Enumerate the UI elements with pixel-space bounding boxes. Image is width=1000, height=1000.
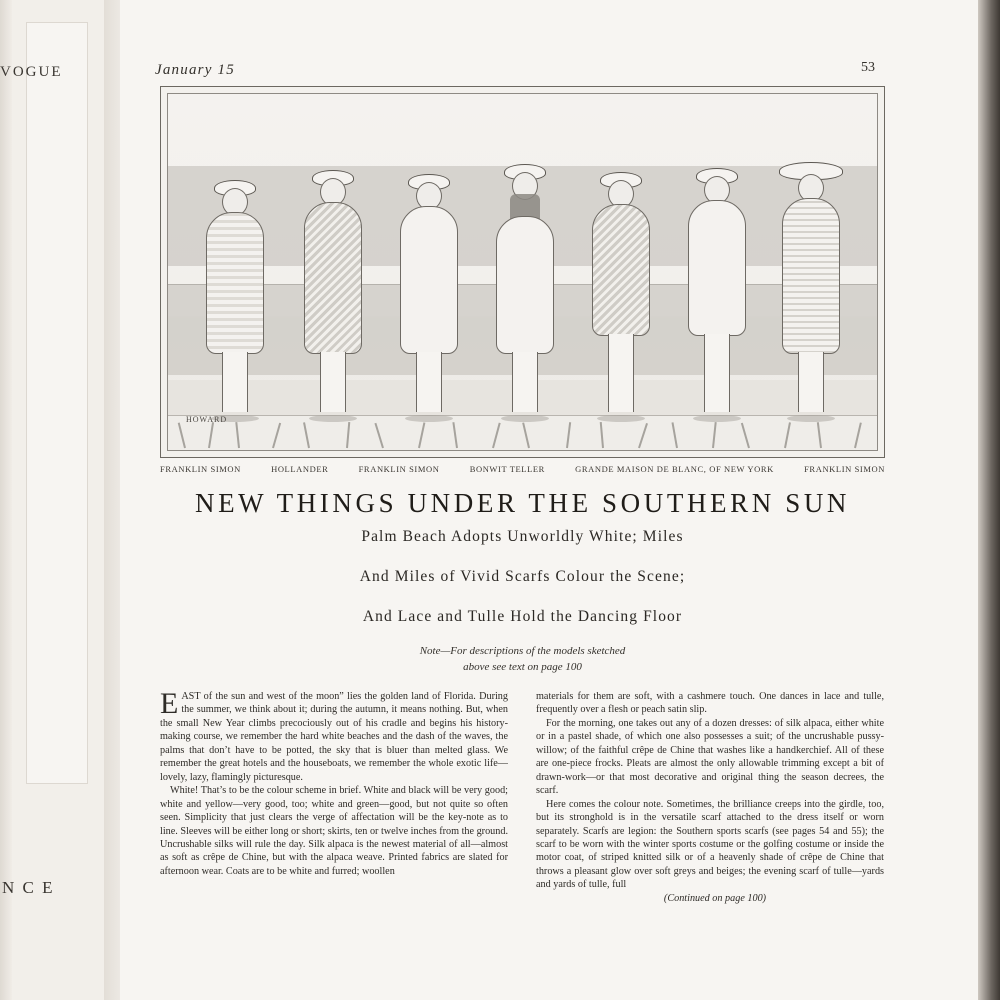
- editor-note-line-1: Note—For descriptions of the models sketched: [419, 645, 626, 657]
- figure-legs: [608, 334, 634, 412]
- paragraph-text: Here comes the colour note. Sometimes, the brilliance creeps into the girdle, too, but its stronghold is in the versatile scarf attached to the dress itself or worn separately. Scarfs are legion: the Southern sports scarfs (see pages 54 and 55); the scarf to be worn with the winter sports costume or the golfing costume or inside the motor coat, of striped knitted silk or of a heavenly shade of crêpe de Chine that throws a pleasant glow over soft greys and beiges; the evening scarf of tulle—yards and yards of tulle, full: [536, 798, 884, 891]
- artist-signature: HOWARD: [186, 415, 228, 424]
- article-headline: NEW THINGS UNDER THE SOUTHERN SUN: [194, 488, 851, 518]
- figure-legs: [512, 352, 538, 412]
- figure-legs: [798, 352, 824, 412]
- figure-shadow: [501, 415, 549, 422]
- scan-left-edge: [0, 0, 12, 1000]
- figure-legs: [416, 352, 442, 412]
- illustration-credits: [160, 464, 885, 474]
- article-column-right: [536, 690, 884, 905]
- article-deck-line-2: And Miles of Vivid Scarfs Colour the Scene;: [359, 568, 686, 585]
- article-column-left: [160, 687, 508, 905]
- article-deck-line-1: Palm Beach Adopts Unworldly White; Miles: [361, 528, 684, 545]
- figure-coat: [688, 200, 746, 336]
- figure-legs: [320, 352, 346, 412]
- illustration-inner-frame: [167, 93, 878, 451]
- figure-fur-coat: [304, 202, 362, 354]
- figure-shadow: [309, 415, 357, 422]
- credit-item: BONWIT TELLER: [469, 464, 545, 474]
- figure-fur-coat: [592, 204, 650, 336]
- facing-page-bottom-text: N C E: [2, 878, 55, 897]
- paragraph: [536, 717, 884, 798]
- paragraph: [536, 690, 884, 717]
- running-head-date: January 15: [155, 62, 235, 78]
- credit-item: FRANKLIN SIMON: [160, 464, 241, 474]
- figure-coat: [400, 206, 458, 354]
- editor-note-line-2: above see text on page 100: [463, 660, 582, 673]
- credit-item: FRANKLIN SIMON: [804, 464, 885, 474]
- editor-note: [160, 644, 885, 676]
- paragraph-text: AST of the sun and west of the moon” lies the golden land of Florida. During the summer, we think about it; during the autumn, it means nothing. But, when the small New Year climbs precociously out of his cradle and begins his history-making course, we remember the hard white beaches and the dash of the waves, the palms that don’t have to be potted, the sky that is bluer than melted glass. We remember the great hotels and the houseboats, we remember the whole exotic life—lovely, lazy, flamingly picturesque.: [160, 691, 508, 783]
- paragraph: [160, 784, 508, 878]
- facing-page-masthead: VOGUE: [0, 64, 63, 80]
- scan-right-edge: [978, 0, 1000, 1000]
- figure-coat: [206, 212, 264, 354]
- paragraph-text: materials for them are soft, with a cashmere touch. One dances in lace and tulle, frequently over a flesh or peach satin slip.: [536, 691, 884, 716]
- paragraph-text: For the morning, one takes out any of a dozen dresses: of silk alpaca, either white or in a pastel shade, of which one also possesses a suit; of the uncrushable pussy-willow; of the faithful crêpe de Chine that washes like a handkerchief. All of these are one-piece frocks. Pleats are almost the only allowable trimming except a bit of drawn-work—or that most decorative and original thing the season decrees, the scarf.: [536, 717, 884, 797]
- page-number: 53: [861, 60, 875, 75]
- figure-shadow: [597, 415, 645, 422]
- credit-item: HOLLANDER: [271, 464, 329, 474]
- figure-coat: [496, 216, 554, 354]
- figure-legs: [222, 352, 248, 412]
- article-page: [120, 0, 980, 1000]
- page-bottom-margin: [120, 930, 980, 1000]
- figure-shadow: [693, 415, 741, 422]
- illustration-plate: [160, 86, 885, 458]
- continued-note: (Continued on page 100): [663, 892, 767, 904]
- figure-shadow: [405, 415, 453, 422]
- figure-shadow: [787, 415, 835, 422]
- figure-legs: [704, 334, 730, 412]
- facing-page-frame: [26, 22, 88, 784]
- paragraph: [536, 798, 884, 892]
- facing-page: [12, 0, 105, 1000]
- article-deck-line-3: And Lace and Tulle Hold the Dancing Floor: [362, 608, 683, 625]
- credit-item: GRANDE MAISON DE BLANC, OF NEW YORK: [575, 464, 774, 474]
- article-body: [160, 687, 885, 905]
- paragraph-text: White! That’s to be the colour scheme in brief. White and black will be very good; white and yellow—very good, too; white and green—good, but not quite so often seen. Simplicity that just clears the verge of affectation will be the key-note as to line. Sleeves will be either long or short; skirts, ten or twelve inches from the ground. Uncrushable silks will rule the day. Silk alpaca is the newest material of all—almost as soft as crêpe de Chine, but with the alpaca weave. Printed fabrics are slated for afternoon wear. Coats are to be white and furred; woollen: [160, 785, 508, 877]
- drop-cap: E: [160, 687, 179, 720]
- paragraph: [160, 687, 508, 784]
- figure-knit-coat: [782, 198, 840, 354]
- credit-item: FRANKLIN SIMON: [358, 464, 440, 474]
